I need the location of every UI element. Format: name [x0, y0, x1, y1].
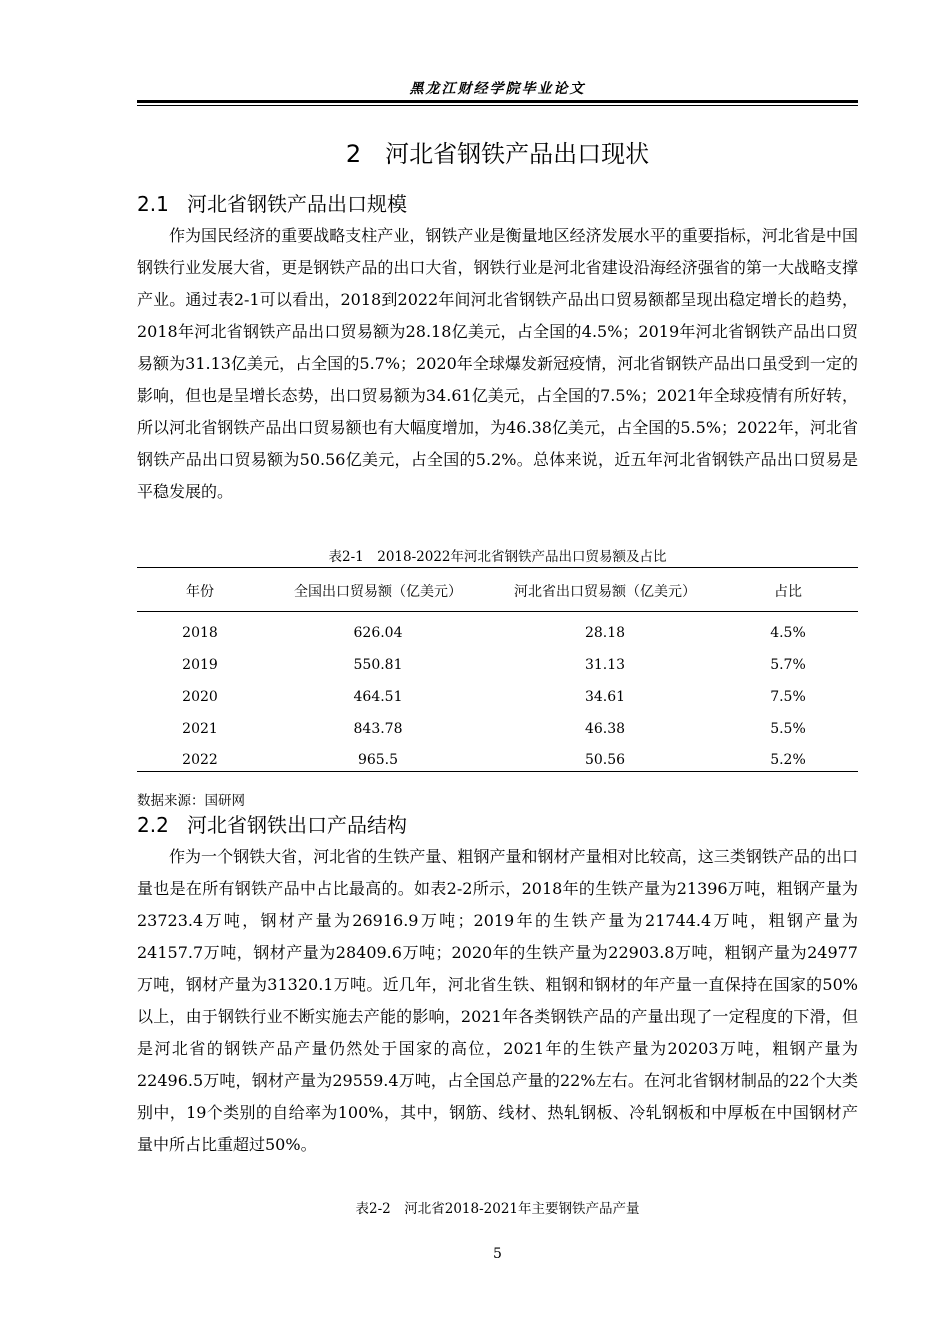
- table-top-rule: [137, 567, 858, 568]
- section-number: 2.2: [137, 813, 169, 837]
- table-cell: 2019: [182, 657, 218, 673]
- table-cell: 5.2%: [770, 752, 806, 768]
- body-paragraph-1: 作为国民经济的重要战略支柱产业，钢铁产业是衡量地区经济发展水平的重要指标，河北省是中国钢铁行业发展大省，更是钢铁产品的出口大省，钢铁行业是河北省建设沿海经济强省的第一大战略支撑产业。通过表2-1可以看出，2018到2022年间河北省钢铁产品出口贸易额都呈现出稳定增长的趋势，2018年河北省钢铁产品出口贸易额为28.18亿美元，占全国的4.5%；2019年河北省钢铁产品出口贸易额为31.13亿美元，占全国的5.7%；2020年全球爆发新冠疫情，河北省钢铁产品出口虽受到一定的影响，但也是呈增长态势，出口贸易额为34.61亿美元，占全国的7.5%；2021年全球疫情有所好转，所以河北省钢铁产品出口贸易额也有大幅度增加，为46.38亿美元，占全国的5.5%；2022年，河北省钢铁产品出口贸易额为50.56亿美元，占全国的5.2%。总体来说，近五年河北省钢铁产品出口贸易是平稳发展的。: [137, 226, 858, 501]
- table-cell: 50.56: [584, 752, 626, 768]
- chapter-title: 2 河北省钢铁产品出口现状: [345, 140, 650, 168]
- table-cell: 4.5%: [770, 625, 806, 641]
- section-heading-2-1: [137, 188, 407, 217]
- table-cell: 550.81: [353, 657, 403, 673]
- table-header-hebei: 河北省出口贸易额（亿美元）: [514, 584, 696, 600]
- table-cell: 5.5%: [770, 721, 806, 737]
- table-source: 数据来源：国研网: [137, 793, 245, 809]
- table-cell: 2018: [182, 625, 218, 641]
- table-cell: 843.78: [353, 721, 403, 737]
- running-header: 黑龙江财经学院毕业论文: [409, 81, 586, 97]
- table-cell: 28.18: [584, 625, 626, 641]
- table-cell: 626.04: [353, 625, 403, 641]
- table-cell: 7.5%: [770, 689, 806, 705]
- header-rule-thick: [137, 100, 858, 103]
- table-cell: 2021: [182, 721, 218, 737]
- section-title: 河北省钢铁出口产品结构: [187, 813, 407, 837]
- table-header-national: 全国出口贸易额（亿美元）: [294, 584, 462, 600]
- table-cell: 965.5: [357, 752, 399, 768]
- table-header-share: 占比: [774, 584, 802, 600]
- page-number: 5: [493, 1246, 502, 1262]
- table-cell: 2020: [182, 689, 218, 705]
- body-paragraph-2: 作为一个钢铁大省，河北省的生铁产量、粗钢产量和钢材产量相对比较高，这三类钢铁产品的出口量也是在所有钢铁产品中占比最高的。如表2-2所示，2018年的生铁产量为21396万吨，粗钢产量为23723.4万吨，钢材产量为26916.9万吨；2019年的生铁产量为21744.4万吨，粗钢产量为24157.7万吨，钢材产量为28409.6万吨；2020年的生铁产量为22903.8万吨，粗钢产量为24977万吨，钢材产量为31320.1万吨。近几年，河北省生铁、粗钢和钢材的年产量一直保持在国家的50%以上，由于钢铁行业不断实施去产能的影响，2021年各类钢铁产品的产量出现了一定程度的下滑，但是河北省的钢铁产品产量仍然处于国家的高位，2021年的生铁产量为20203万吨，粗钢产量为22496.5万吨，钢材产量为29559.4万吨，占全国总产量的22%左右。在河北省钢材制品的22个大类别中，19个类别的自给率为100%，其中，钢筋、线材、热轧钢板、冷轧钢板和中厚板在中国钢材产量中所占比重超过50%。: [137, 847, 858, 1154]
- header-rule-thin: [137, 105, 858, 106]
- table-caption-2-2: 表2-2 河北省2018-2021年主要钢铁产品产量: [355, 1201, 640, 1217]
- table-cell: 5.7%: [770, 657, 806, 673]
- table-cell: 464.51: [353, 689, 403, 705]
- table-caption-2-1: 表2-1 2018-2022年河北省钢铁产品出口贸易额及占比: [328, 549, 667, 565]
- table-cell: 34.61: [584, 689, 626, 705]
- table-cell: 31.13: [584, 657, 626, 673]
- section-heading-2-2: [137, 809, 407, 838]
- table-cell: 46.38: [584, 721, 626, 737]
- table-cell: 2022: [182, 752, 218, 768]
- section-title: 河北省钢铁产品出口规模: [187, 192, 407, 216]
- table-header-rule: [137, 611, 858, 612]
- table-bottom-rule: [137, 771, 858, 772]
- table-header-year: 年份: [186, 584, 214, 600]
- section-number: 2.1: [137, 192, 169, 216]
